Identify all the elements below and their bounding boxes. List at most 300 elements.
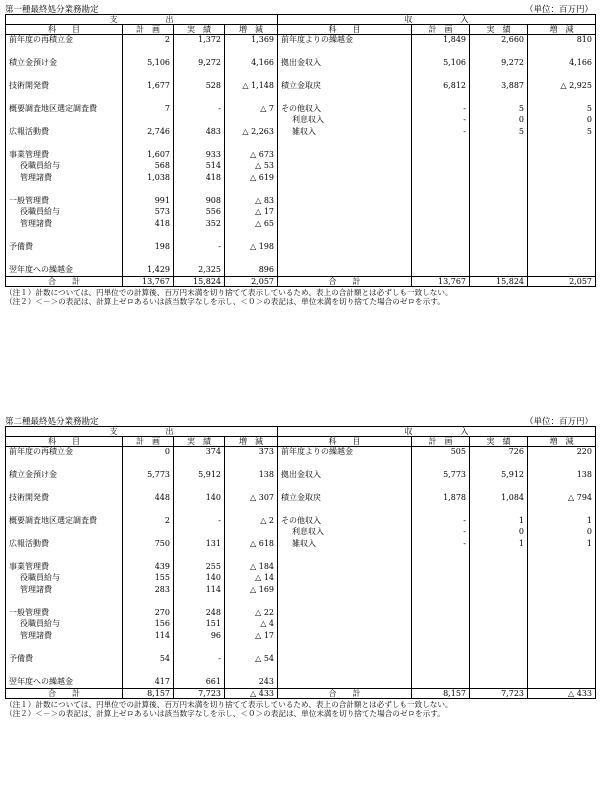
income-item — [278, 677, 412, 689]
income-item — [278, 219, 412, 231]
col-header-diff: 増 減 — [528, 25, 596, 35]
income-item — [278, 596, 412, 608]
income-item: 拠出金収入 — [278, 58, 412, 70]
income-diff: 5 — [528, 104, 596, 116]
expense-actual: 933 — [174, 150, 225, 162]
income-actual — [470, 207, 528, 219]
income-diff — [528, 253, 596, 265]
income-plan — [412, 631, 470, 643]
section-2 — [5, 414, 595, 719]
income-item — [278, 458, 412, 470]
expense-diff — [225, 481, 278, 493]
expense-actual: 514 — [174, 161, 225, 173]
income-actual — [470, 242, 528, 254]
expense-diff — [225, 253, 278, 265]
income-item — [278, 173, 412, 185]
expense-plan — [123, 46, 174, 58]
expense-total-actual: 15,824 — [174, 276, 225, 286]
table-row — [6, 642, 596, 654]
table-row — [6, 196, 596, 208]
expense-item: 管理諸費 — [20, 584, 52, 594]
col-header-item: 科 目 — [278, 25, 412, 35]
income-diff: 5 — [528, 127, 596, 139]
expense-item: 管理諸費 — [20, 218, 52, 228]
section-title: 第一種最終処分業務勘定 — [5, 5, 99, 15]
table-row — [6, 677, 596, 689]
expense-item: 前年度の再積立金 — [9, 35, 73, 44]
expense-actual — [174, 46, 225, 58]
income-plan — [412, 550, 470, 562]
income-actual — [470, 92, 528, 104]
table-row — [6, 585, 596, 597]
section-title: 第二種最終処分業務勘定 — [5, 417, 99, 427]
expense-diff: 138 — [225, 470, 278, 482]
expense-actual: 1,372 — [174, 35, 225, 47]
expense-diff: △ 673 — [225, 150, 278, 162]
expense-item: 広報活動費 — [9, 126, 49, 136]
income-actual: 0 — [470, 527, 528, 539]
expense-diff — [225, 92, 278, 104]
income-total-actual: 15,824 — [470, 276, 528, 286]
income-item — [278, 265, 412, 277]
income-item — [278, 642, 412, 654]
income-actual — [470, 631, 528, 643]
expense-plan: 54 — [123, 654, 174, 666]
income-header: 収 入 — [278, 427, 596, 437]
income-plan — [412, 654, 470, 666]
expense-total-plan: 8,157 — [123, 688, 174, 698]
income-actual — [470, 585, 528, 597]
expense-plan: 1,607 — [123, 150, 174, 162]
income-item — [278, 608, 412, 620]
income-item: 雑収入 — [278, 539, 412, 551]
expense-plan — [123, 115, 174, 127]
income-item — [278, 562, 412, 574]
expense-item — [6, 527, 123, 539]
expense-plan: 573 — [123, 207, 174, 219]
income-actual — [470, 138, 528, 150]
income-actual — [470, 161, 528, 173]
note-1: （注１）計数については、円単位での計算後、百万円未満を切り捨てて表示しているため、表上の合計額とは必ずしも一致しない。 — [5, 699, 453, 709]
expense-item: 技術開発費 — [9, 492, 49, 502]
unit-label: （単位：百万円） — [524, 5, 593, 15]
income-actual: 3,887 — [470, 81, 528, 93]
table-row — [6, 184, 596, 196]
expense-actual: 352 — [174, 219, 225, 231]
expense-item — [6, 642, 123, 654]
income-diff — [528, 458, 596, 470]
income-item — [278, 230, 412, 242]
income-actual — [470, 573, 528, 585]
table-row — [6, 230, 596, 242]
expense-item: 役職員給与 — [20, 161, 60, 170]
expense-diff: 1,369 — [225, 35, 278, 47]
expense-item: 技術開発費 — [9, 80, 49, 90]
income-plan — [412, 92, 470, 104]
income-plan — [412, 458, 470, 470]
income-item — [278, 631, 412, 643]
expense-actual — [174, 527, 225, 539]
income-diff — [528, 69, 596, 81]
income-plan — [412, 253, 470, 265]
income-diff — [528, 562, 596, 574]
income-diff — [528, 585, 596, 597]
expense-diff — [225, 504, 278, 516]
expense-item — [6, 253, 123, 265]
income-plan: - — [412, 115, 470, 127]
expense-item — [6, 138, 123, 150]
income-diff: 0 — [528, 115, 596, 127]
expense-plan: 198 — [123, 242, 174, 254]
expense-diff: △ 307 — [225, 493, 278, 505]
table-row — [6, 550, 596, 562]
expense-actual: 418 — [174, 173, 225, 185]
income-item: その他収入 — [278, 104, 412, 116]
income-diff — [528, 230, 596, 242]
income-item — [278, 550, 412, 562]
income-total-plan: 13,767 — [412, 276, 470, 286]
income-actual — [470, 596, 528, 608]
expense-diff: 373 — [225, 447, 278, 459]
income-item — [278, 207, 412, 219]
expense-actual: 96 — [174, 631, 225, 643]
expense-actual: 140 — [174, 493, 225, 505]
income-item: 拠出金収入 — [278, 470, 412, 482]
table-row — [6, 115, 596, 127]
col-header-diff: 増 減 — [225, 437, 278, 447]
income-total-diff: △ 433 — [528, 688, 596, 698]
income-item — [278, 196, 412, 208]
income-item: 利息収入 — [278, 527, 412, 539]
expense-item — [6, 665, 123, 677]
expense-item: 翌年度への繰越金 — [9, 676, 73, 686]
expense-actual: 908 — [174, 196, 225, 208]
income-actual: 1,084 — [470, 493, 528, 505]
income-diff — [528, 504, 596, 516]
table-row — [6, 150, 596, 162]
table-row — [6, 104, 596, 116]
income-header: 収 入 — [278, 15, 596, 25]
table-row — [6, 46, 596, 58]
income-plan: - — [412, 516, 470, 528]
table-row — [6, 138, 596, 150]
expense-diff — [225, 550, 278, 562]
expense-plan: 283 — [123, 585, 174, 597]
expense-plan: 2 — [123, 35, 174, 47]
income-plan — [412, 619, 470, 631]
col-header-plan: 計 画 — [412, 437, 470, 447]
expense-diff: △ 184 — [225, 562, 278, 574]
income-plan — [412, 230, 470, 242]
income-item — [278, 481, 412, 493]
table-row — [6, 527, 596, 539]
income-diff — [528, 265, 596, 277]
table-row — [6, 665, 596, 677]
table-row — [6, 619, 596, 631]
income-actual — [470, 608, 528, 620]
table-row — [6, 504, 596, 516]
expense-total-diff: △ 433 — [225, 688, 278, 698]
section-header — [5, 414, 595, 426]
income-total-label: 合 計 — [278, 688, 412, 698]
table-row — [6, 573, 596, 585]
expense-actual: - — [174, 516, 225, 528]
income-plan — [412, 642, 470, 654]
income-actual — [470, 654, 528, 666]
table-row — [6, 654, 596, 666]
expense-item — [6, 115, 123, 127]
table-row — [6, 631, 596, 643]
expense-plan — [123, 458, 174, 470]
expense-item — [6, 504, 123, 516]
income-diff — [528, 550, 596, 562]
income-diff — [528, 92, 596, 104]
total-row — [6, 688, 596, 698]
expense-plan: 0 — [123, 447, 174, 459]
income-plan: 6,812 — [412, 81, 470, 93]
income-plan — [412, 677, 470, 689]
table-row — [6, 92, 596, 104]
income-actual — [470, 230, 528, 242]
expense-diff: △ 618 — [225, 539, 278, 551]
income-actual — [470, 46, 528, 58]
expense-actual — [174, 665, 225, 677]
income-diff — [528, 596, 596, 608]
income-actual: 5,912 — [470, 470, 528, 482]
table-row — [6, 562, 596, 574]
expense-item: 翌年度への繰越金 — [9, 264, 73, 274]
income-item — [278, 573, 412, 585]
income-diff: 220 — [528, 447, 596, 459]
income-plan — [412, 596, 470, 608]
expense-plan — [123, 138, 174, 150]
col-header-actual: 実 績 — [174, 25, 225, 35]
expense-item: 役職員給与 — [20, 207, 60, 216]
expenditure-header: 支 出 — [6, 427, 278, 437]
expense-diff: △ 7 — [225, 104, 278, 116]
expense-plan — [123, 481, 174, 493]
expense-plan — [123, 550, 174, 562]
unit-label: （単位：百万円） — [524, 417, 593, 427]
header-row-group — [6, 15, 596, 25]
income-actual — [470, 642, 528, 654]
expense-item — [6, 458, 123, 470]
expense-plan: 7 — [123, 104, 174, 116]
expense-item — [6, 550, 123, 562]
income-actual: 2,660 — [470, 35, 528, 47]
income-plan — [412, 161, 470, 173]
header-row-columns — [6, 25, 596, 35]
table-row — [6, 447, 596, 459]
table-row — [6, 539, 596, 551]
expense-diff: △ 54 — [225, 654, 278, 666]
income-diff — [528, 677, 596, 689]
income-actual — [470, 481, 528, 493]
expense-diff — [225, 138, 278, 150]
income-actual: 9,272 — [470, 58, 528, 70]
expense-actual: 528 — [174, 81, 225, 93]
expense-diff: △ 17 — [225, 207, 278, 219]
expense-actual: 114 — [174, 585, 225, 597]
expense-item — [6, 69, 123, 81]
income-item — [278, 161, 412, 173]
income-actual — [470, 665, 528, 677]
expense-diff — [225, 115, 278, 127]
expense-actual: 374 — [174, 447, 225, 459]
expense-diff: 896 — [225, 265, 278, 277]
expense-diff: △ 2 — [225, 516, 278, 528]
income-plan — [412, 242, 470, 254]
table-row — [6, 493, 596, 505]
expense-actual: 5,912 — [174, 470, 225, 482]
income-actual: 1 — [470, 516, 528, 528]
expense-actual: 248 — [174, 608, 225, 620]
expense-actual — [174, 504, 225, 516]
income-diff — [528, 173, 596, 185]
income-actual — [470, 173, 528, 185]
income-diff — [528, 184, 596, 196]
col-header-item: 科 目 — [6, 437, 123, 447]
expense-plan — [123, 596, 174, 608]
expense-actual — [174, 642, 225, 654]
expense-plan — [123, 184, 174, 196]
expense-actual: - — [174, 242, 225, 254]
income-diff — [528, 631, 596, 643]
col-header-actual: 実 績 — [470, 25, 528, 35]
expense-diff — [225, 642, 278, 654]
section-header — [5, 2, 595, 14]
income-item: 利息収入 — [278, 115, 412, 127]
table-row — [6, 161, 596, 173]
income-diff — [528, 608, 596, 620]
expense-diff: △ 198 — [225, 242, 278, 254]
income-item — [278, 654, 412, 666]
expense-plan: 156 — [123, 619, 174, 631]
income-actual — [470, 504, 528, 516]
expense-actual — [174, 458, 225, 470]
income-item — [278, 242, 412, 254]
total-row — [6, 276, 596, 286]
income-item — [278, 665, 412, 677]
income-plan: - — [412, 539, 470, 551]
income-diff — [528, 619, 596, 631]
income-actual: 0 — [470, 115, 528, 127]
income-plan — [412, 150, 470, 162]
expense-total-plan: 13,767 — [123, 276, 174, 286]
income-actual — [470, 458, 528, 470]
income-diff: 138 — [528, 470, 596, 482]
expense-actual: 9,272 — [174, 58, 225, 70]
table-row — [6, 81, 596, 93]
expense-actual: 151 — [174, 619, 225, 631]
expense-actual: 661 — [174, 677, 225, 689]
expense-actual: 483 — [174, 127, 225, 139]
expense-item: 広報活動費 — [9, 538, 49, 548]
expense-diff — [225, 596, 278, 608]
income-actual — [470, 150, 528, 162]
income-diff — [528, 481, 596, 493]
expense-item: 予備費 — [9, 653, 33, 663]
expense-plan: 155 — [123, 573, 174, 585]
expense-item: 役職員給与 — [20, 619, 60, 628]
income-total-plan: 8,157 — [412, 688, 470, 698]
expense-item: 役職員給与 — [20, 573, 60, 582]
income-diff: 1 — [528, 516, 596, 528]
expense-total-label: 合 計 — [6, 688, 123, 698]
income-diff: 4,166 — [528, 58, 596, 70]
income-item: 前年度よりの繰越金 — [278, 447, 412, 459]
expense-diff: △ 1,148 — [225, 81, 278, 93]
income-plan — [412, 219, 470, 231]
expense-plan: 114 — [123, 631, 174, 643]
income-plan — [412, 173, 470, 185]
income-diff — [528, 138, 596, 150]
table-row — [6, 219, 596, 231]
note-2: （注２）＜－＞の表記は、計算上ゼロあるいは該当数字なしを示し、＜０＞の表記は、単位未満を切り捨てた場合のゼロを示す。 — [5, 709, 445, 718]
expense-plan: 448 — [123, 493, 174, 505]
income-item — [278, 69, 412, 81]
income-total-actual: 7,723 — [470, 688, 528, 698]
expense-diff: 243 — [225, 677, 278, 689]
expense-plan — [123, 642, 174, 654]
expense-diff: △ 53 — [225, 161, 278, 173]
income-diff — [528, 242, 596, 254]
expense-diff — [225, 46, 278, 58]
expense-item: 概要調査地区選定調査費 — [9, 515, 97, 525]
notes — [5, 700, 595, 719]
table-row — [6, 242, 596, 254]
income-plan — [412, 46, 470, 58]
income-actual — [470, 619, 528, 631]
income-plan — [412, 665, 470, 677]
expense-item: 前年度の再積立金 — [9, 447, 73, 456]
expense-actual — [174, 230, 225, 242]
expense-plan: 568 — [123, 161, 174, 173]
income-diff: △ 794 — [528, 493, 596, 505]
income-actual — [470, 196, 528, 208]
income-diff — [528, 654, 596, 666]
expense-diff: △ 169 — [225, 585, 278, 597]
income-plan: 5,773 — [412, 470, 470, 482]
income-plan — [412, 585, 470, 597]
income-item — [278, 46, 412, 58]
expenditure-header: 支 出 — [6, 15, 278, 25]
expense-diff: △ 619 — [225, 173, 278, 185]
expense-item: 積立金預け金 — [9, 469, 57, 479]
table-row — [6, 458, 596, 470]
section-1 — [5, 2, 595, 307]
expense-actual: 2,325 — [174, 265, 225, 277]
income-total-label: 合 計 — [278, 276, 412, 286]
income-item — [278, 504, 412, 516]
income-actual — [470, 677, 528, 689]
expense-plan — [123, 527, 174, 539]
table-row — [6, 207, 596, 219]
expense-actual: 255 — [174, 562, 225, 574]
income-actual: 726 — [470, 447, 528, 459]
expense-item — [6, 481, 123, 493]
income-actual — [470, 184, 528, 196]
col-header-actual: 実 績 — [174, 437, 225, 447]
income-item: その他収入 — [278, 516, 412, 528]
expense-actual — [174, 138, 225, 150]
income-plan: 5,106 — [412, 58, 470, 70]
expense-item — [6, 230, 123, 242]
income-actual — [470, 253, 528, 265]
income-item — [278, 585, 412, 597]
income-actual: 1 — [470, 539, 528, 551]
col-header-diff: 増 減 — [225, 25, 278, 35]
